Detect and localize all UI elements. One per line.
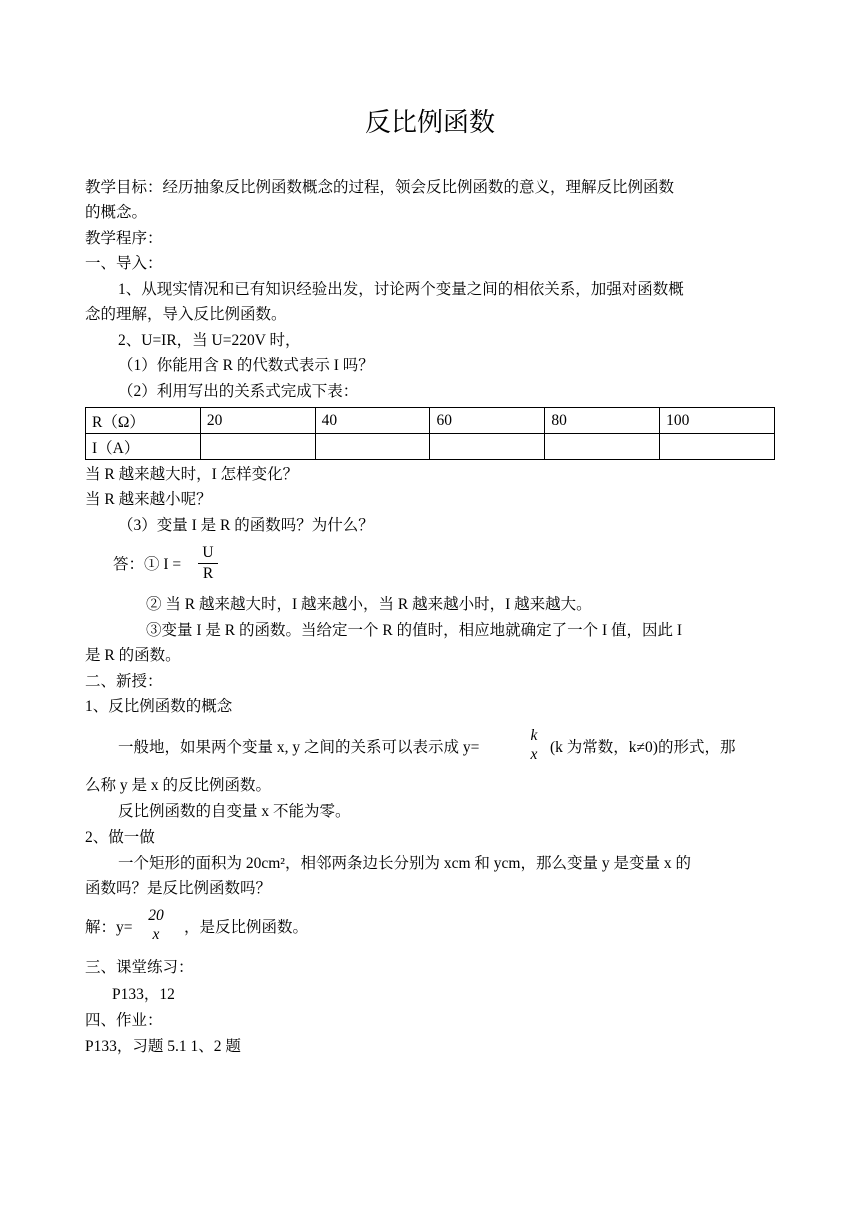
try-heading: 2、做一做	[85, 829, 155, 846]
section-4-heading: 四、作业：	[85, 1012, 163, 1029]
page-title: 反比例函数	[364, 108, 495, 137]
table-cell: R（Ω）	[86, 408, 201, 434]
table-row-i	[86, 434, 775, 460]
procedure-label: 教学程序：	[85, 230, 163, 247]
fraction-numerator: k	[530, 727, 538, 744]
question-1: （1）你能用含 R 的代数式表示 I 吗？	[118, 357, 374, 374]
objective-line-2: 的概念。	[85, 204, 148, 221]
concept-line-b: 么称 y 是 x 的反比例函数。	[85, 777, 272, 794]
section-3-heading: 三、课堂练习：	[85, 959, 194, 976]
answer-fraction	[198, 544, 218, 583]
question-3: （3）变量 I 是 R 的函数吗？为什么？	[118, 517, 374, 534]
section-2-heading: 二、新授：	[85, 673, 163, 690]
fraction-bar	[198, 563, 218, 564]
table-row-r	[86, 408, 775, 434]
fraction-numerator: 20	[148, 907, 164, 924]
try-line-b: 函数吗？是反比例函数吗？	[85, 880, 272, 897]
table-cell	[545, 434, 660, 460]
answer-3a: ③变量 I 是 R 的函数。当给定一个 R 的值时，相应地就确定了一个 I 值，因此 I	[146, 622, 683, 639]
solution-pre: 解：y=	[85, 919, 133, 936]
concept-line-c: 反比例函数的自变量 x 不能为零。	[118, 803, 351, 820]
table-cell	[200, 434, 315, 460]
section-3-content: P133，12	[112, 986, 175, 1003]
question-2: （2）利用写出的关系式完成下表：	[118, 383, 359, 400]
section-1-heading: 一、导入：	[85, 255, 163, 272]
answer-3b: 是 R 的函数。	[85, 647, 181, 664]
r-i-table	[85, 407, 775, 460]
section-4-content: P133，习题 5.1 1、2 题	[85, 1038, 241, 1055]
table-cell	[315, 434, 430, 460]
try-line-a: 一个矩形的面积为 20cm²，相邻两条边长分别为 xcm 和 ycm，那么变量 y 是变量 x 的	[118, 855, 691, 872]
table-cell: I（A）	[86, 434, 201, 460]
concept-fraction	[527, 727, 541, 764]
solution-post: ，是反比例函数。	[184, 919, 309, 936]
table-cell	[660, 434, 775, 460]
after-table-question-2: 当 R 越来越小呢？	[85, 491, 212, 508]
fraction-denominator: x	[530, 746, 538, 763]
table-cell: 100	[660, 408, 775, 434]
intro-paragraph-1a: 1、从现实情况和已有知识经验出发，讨论两个变量之间的相依关系，加强对函数概	[118, 281, 684, 298]
solution-fraction	[145, 907, 167, 944]
intro-paragraph-1b: 念的理解，导入反比例函数。	[85, 306, 287, 323]
after-table-question-1: 当 R 越来越大时，I 怎样变化？	[85, 466, 299, 483]
answer-label: 答：① I =	[113, 556, 182, 573]
objective-line-1: 教学目标：经历抽象反比例函数概念的过程，领会反比例函数的意义，理解反比例函数	[85, 179, 675, 196]
fraction-denominator: x	[152, 926, 160, 943]
answer-2: ② 当 R 越来越大时，I 越来越小，当 R 越来越小时，I 越来越大。	[146, 596, 592, 613]
table-cell	[430, 434, 545, 460]
table-cell: 60	[430, 408, 545, 434]
table-cell: 20	[200, 408, 315, 434]
table-cell: 40	[315, 408, 430, 434]
fraction-numerator: U	[202, 544, 214, 561]
concept-heading: 1、反比例函数的概念	[85, 698, 233, 715]
table-cell: 80	[545, 408, 660, 434]
concept-line-a-pre: 一般地，如果两个变量 x, y 之间的关系可以表示成 y=	[118, 739, 480, 756]
fraction-denominator: R	[202, 565, 214, 582]
concept-line-a-post: (k 为常数，k≠0)的形式，那	[550, 739, 736, 756]
intro-paragraph-2: 2、U=IR，当 U=220V 时，	[118, 332, 301, 349]
